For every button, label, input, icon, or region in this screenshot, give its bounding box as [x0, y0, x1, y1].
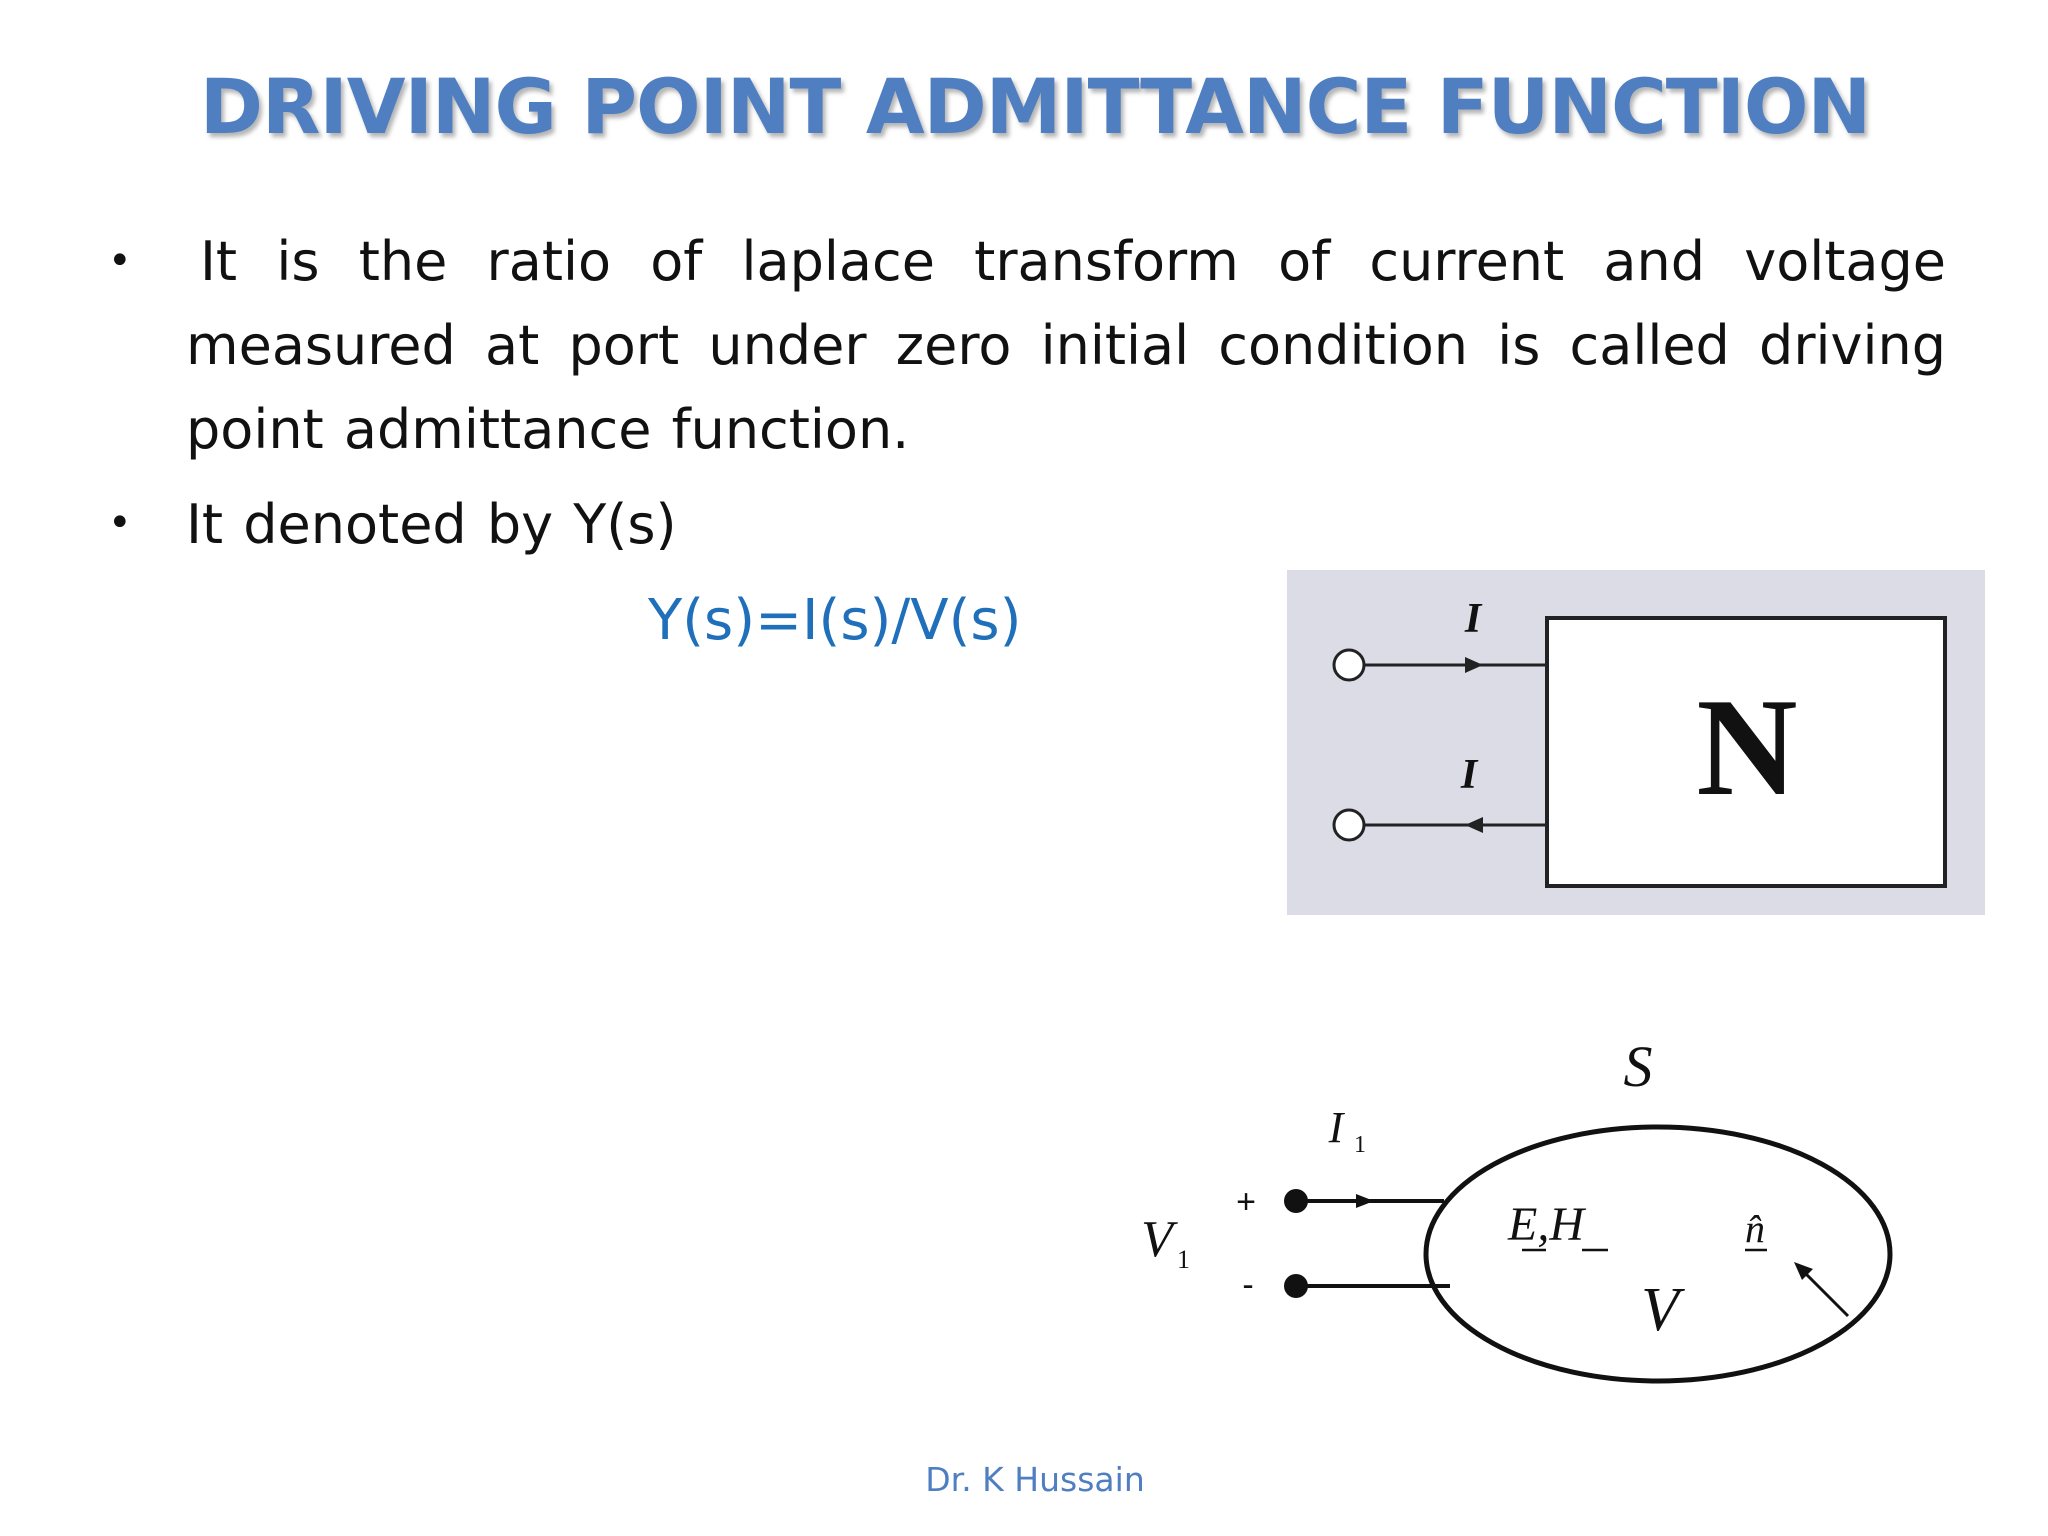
normal-label: n̂ [1745, 1206, 1765, 1251]
surface-label: S [1623, 1034, 1653, 1099]
terminal-top [1334, 650, 1364, 680]
bullet-text-2: It denoted by Y(s) [186, 493, 677, 556]
field-label: E,H [1508, 1198, 1584, 1251]
current-label-top: I [1464, 596, 1482, 642]
current-label-bottom: I [1460, 752, 1478, 798]
network-diagram [1287, 570, 1985, 915]
network-label: N [1696, 670, 1798, 825]
admittance-formula: Y(s)=I(s)/V(s) [648, 588, 1022, 653]
current-subscript: 1 [1354, 1132, 1366, 1158]
current-arrow-icon [1356, 1194, 1374, 1208]
plus-sign: + [1236, 1183, 1256, 1221]
terminal-bottom [1334, 810, 1364, 840]
voltage-label: V [1141, 1211, 1173, 1268]
voltage-subscript: 1 [1177, 1245, 1190, 1274]
bullet-text-1: It is the ratio of laplace transform of current and voltage measured at port under zero initial condition is called driving point admittance function. [186, 230, 1946, 461]
footer-author: Dr. K Hussain [925, 1460, 1145, 1499]
normal-arrow-shaft [1802, 1270, 1848, 1316]
slide-title: DRIVING POINT ADMITTANCE FUNCTION [199, 62, 1871, 151]
port-field-diagram [1100, 1030, 1910, 1390]
volume-label: V [1641, 1276, 1679, 1344]
bullet-marker-2: • [108, 500, 132, 546]
current-label: I [1328, 1103, 1344, 1152]
bullet-marker-1: • [108, 238, 132, 284]
minus-sign: - [1242, 1266, 1254, 1304]
